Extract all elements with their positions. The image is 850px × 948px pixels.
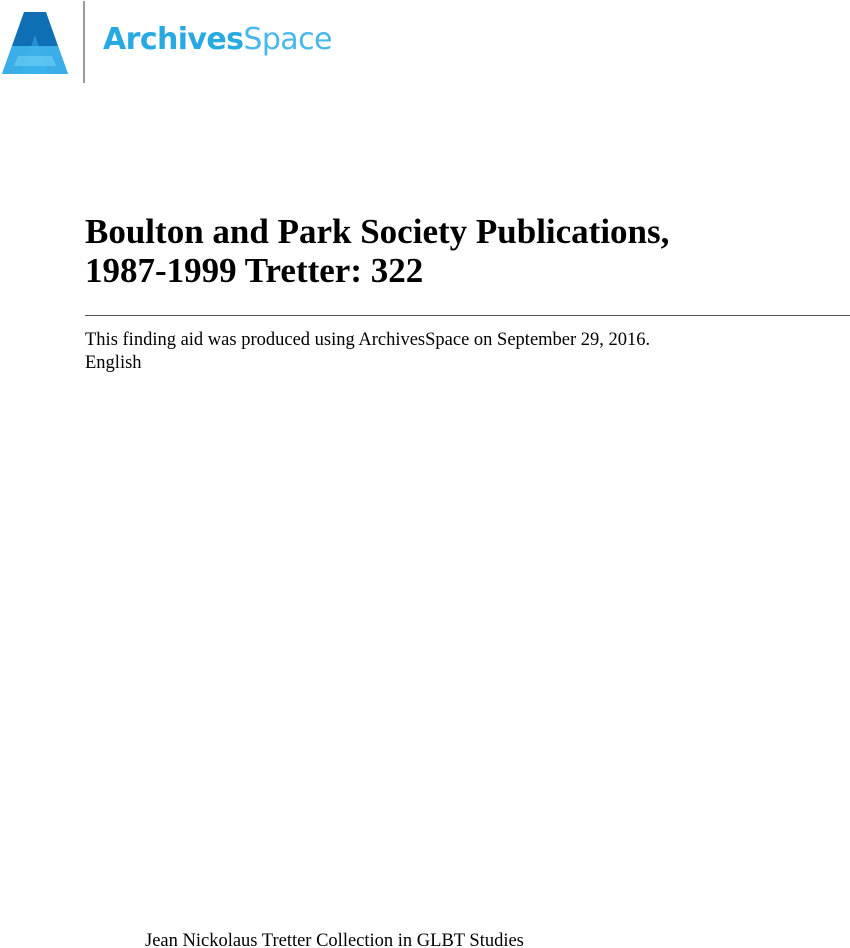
title-divider: [85, 315, 850, 316]
page-footer: Jean Nickolaus Tretter Collection in GLBT Studies: [145, 931, 524, 948]
document-meta: [85, 329, 650, 375]
archivesspace-a-logo-icon: [2, 12, 68, 74]
logo-wordmark-bold: Archives: [103, 22, 244, 57]
logo-wordmark-light: Space: [243, 22, 332, 57]
document-title-line-1: Boulton and Park Society Publications,: [85, 212, 670, 251]
logo-divider: [83, 1, 85, 83]
document-title: [85, 212, 785, 290]
language-label: English: [85, 353, 142, 373]
logo-wordmark: [103, 20, 332, 60]
archivesspace-logo: [0, 0, 360, 90]
document-title-line-2: 1987-1999 Tretter: 322: [85, 251, 424, 290]
produced-note: This finding aid was produced using ArchivesSpace on September 29, 2016.: [85, 330, 651, 350]
